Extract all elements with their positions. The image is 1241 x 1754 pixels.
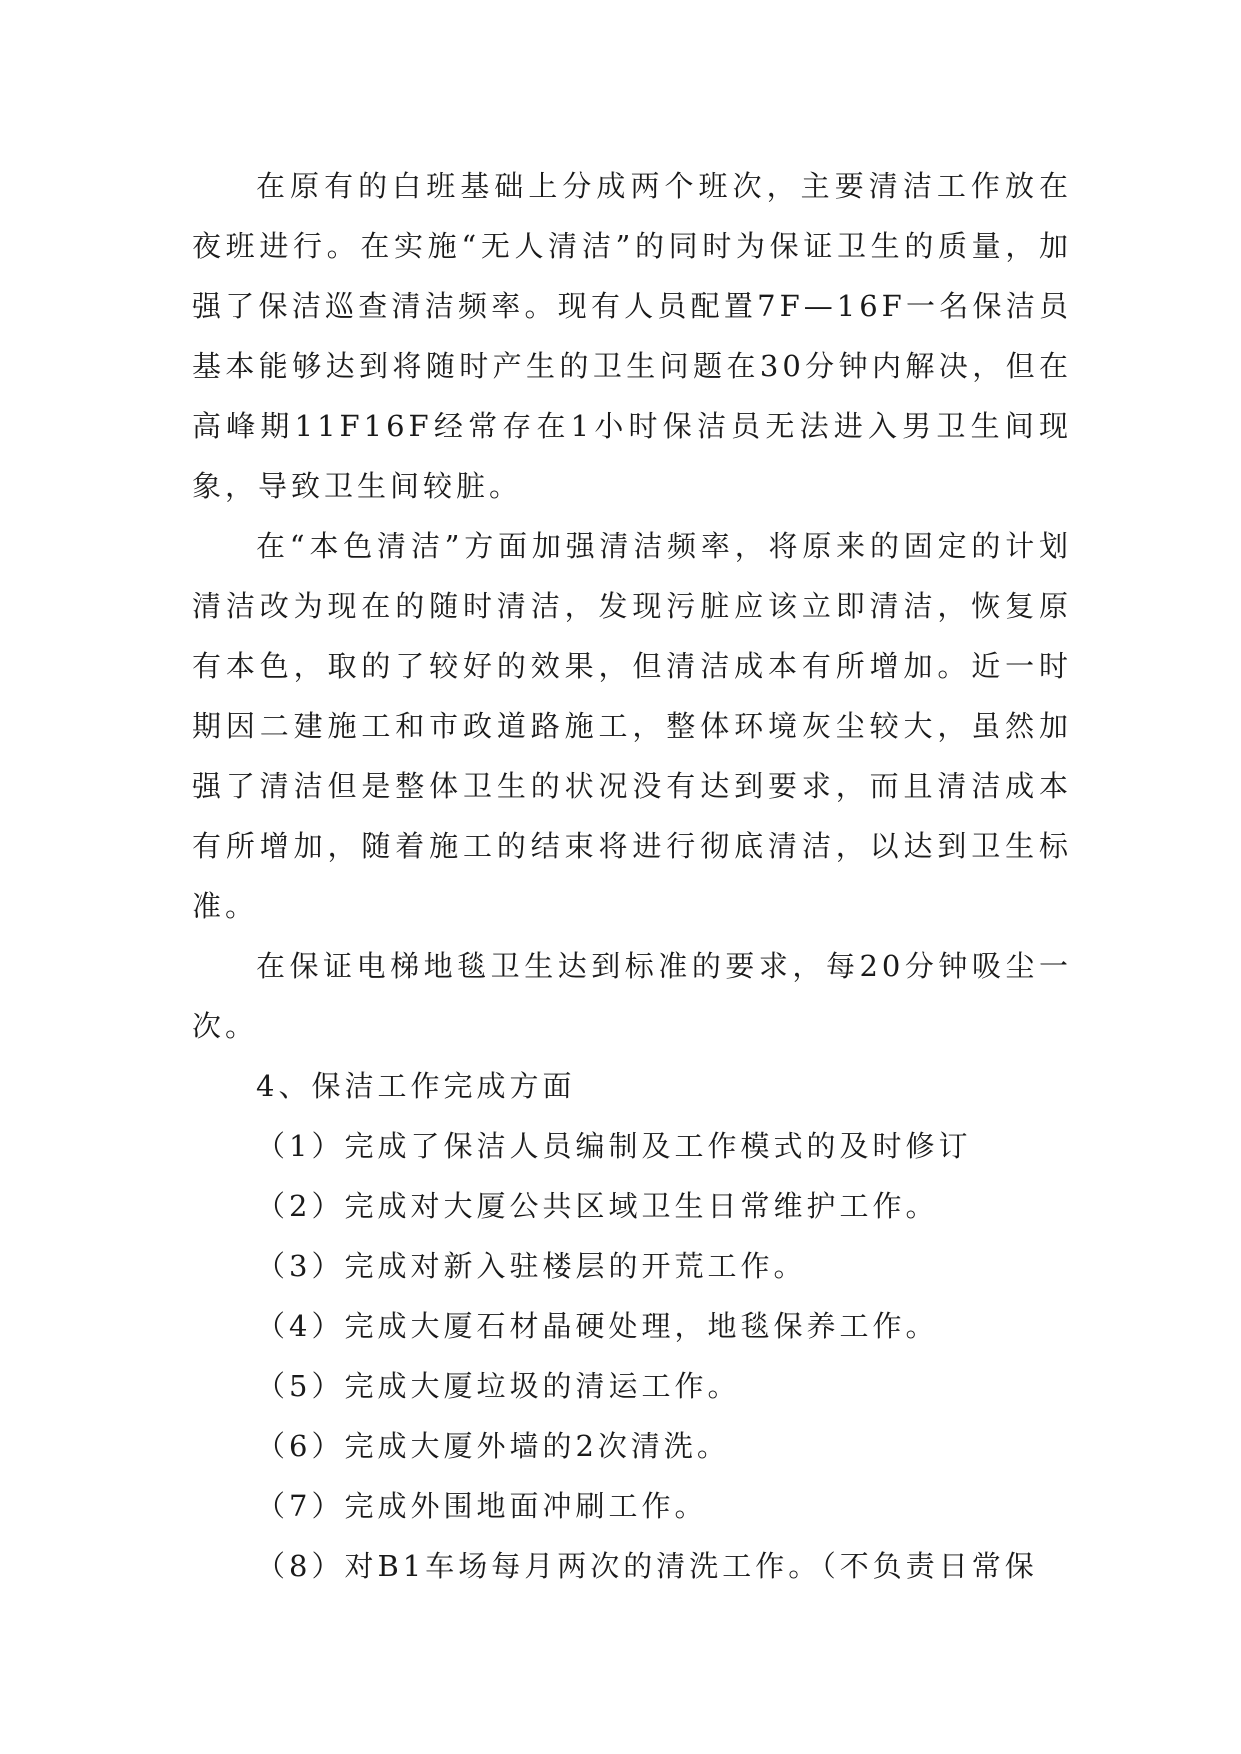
document-body xyxy=(192,156,1072,1596)
list-item: （5）完成大厦垃圾的清运工作。 xyxy=(256,1369,741,1403)
list-item: （2）完成对大厦公共区域卫生日常维护工作。 xyxy=(256,1189,939,1223)
section-heading: 4、保洁工作完成方面 xyxy=(256,1069,576,1103)
list-item: （6）完成大厦外墙的2次清洗。 xyxy=(256,1429,730,1463)
paragraph-elevator-carpet: 在保证电梯地毯卫生达到标准的要求，每20分钟吸尘一次。 xyxy=(192,949,1072,1043)
paragraph-shift-cleaning: 在原有的白班基础上分成两个班次，主要清洁工作放在夜班进行。在实施“无人清洁”的同时为保证卫生的质量，加强了保洁巡查清洁频率。现有人员配置7F—16F一名保洁员基本能够达到将随时产生的卫生问题在30分钟内解决，但在高峰期11F16F经常存在1小时保洁员无法进入男卫生间现象，导致卫生间较脏。 xyxy=(192,169,1072,503)
list-item: （4）完成大厦石材晶硬处理，地毯保养工作。 xyxy=(256,1309,939,1343)
paragraph-original-color-cleaning: 在“本色清洁”方面加强清洁频率，将原来的固定的计划清洁改为现在的随时清洁，发现污脏应该立即清洁，恢复原有本色，取的了较好的效果，但清洁成本有所增加。近一时期因二建施工和市政道路施工，整体环境灰尘较大，虽然加强了清洁但是整体卫生的状况没有达到要求，而且清洁成本有所增加，随着施工的结束将进行彻底清洁，以达到卫生标准。 xyxy=(192,529,1072,923)
list-item: （1）完成了保洁人员编制及工作模式的及时修订 xyxy=(256,1129,972,1163)
list-item: （7）完成外围地面冲刷工作。 xyxy=(256,1489,708,1523)
list-item: （3）完成对新入驻楼层的开荒工作。 xyxy=(256,1249,807,1283)
list-item: （8）对B1车场每月两次的清洗工作。（不负责日常保 xyxy=(256,1549,1038,1583)
